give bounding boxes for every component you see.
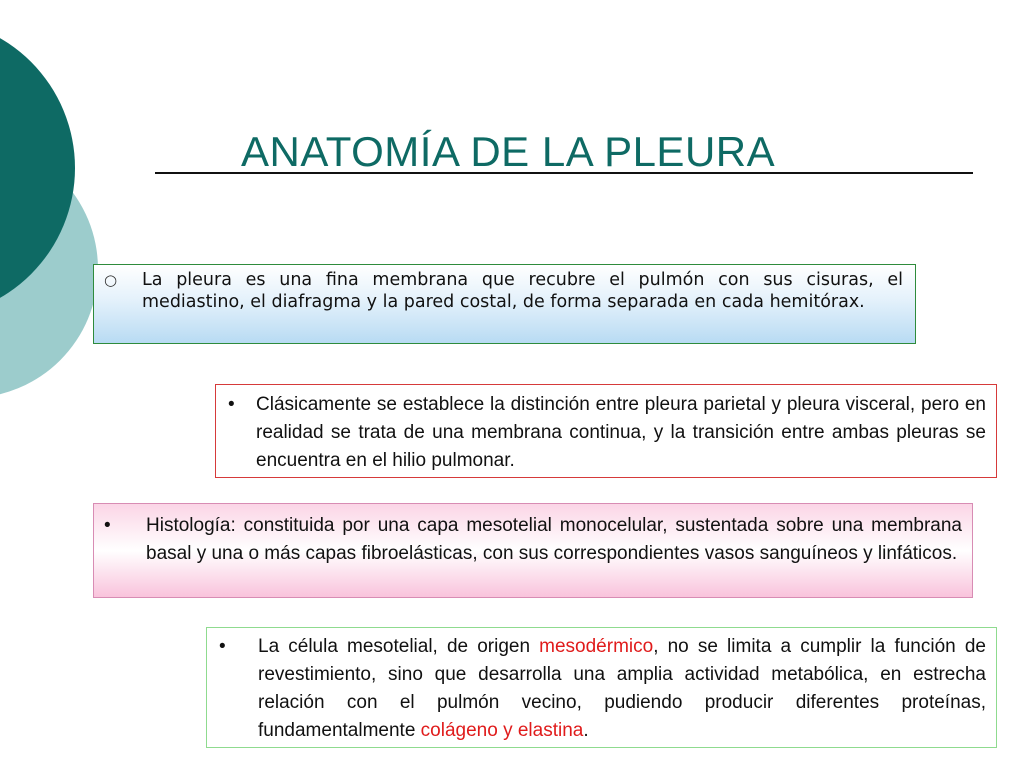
mesothelial-text-part-2: , no se limita a cumplir la función de revestimiento, sino que desarrolla una amplia actividad metabólica, en estrecha relación con el pulmón vecino, pudiendo producir diferentes proteínas, fundamentalmente [258,636,986,741]
mesothelial-text-part-3: . [583,720,589,741]
histology-text: Histología: constituida por una capa mesotelial monocelular, sustentada sobre una membrana basal y una o más capas fibroelásticas, con sus correspondientes vasos sanguíneos y linfáticos. [146,515,962,564]
bullet-icon: • [219,636,226,657]
bullet-icon: • [104,515,111,536]
distinction-text: Clásicamente se establece la distinción entre pleura parietal y pleura visceral, pero en realidad se trata de una membrana continua, y la transición entre ambas pleuras se encuentra en el hilio pulmonar. [256,394,986,471]
mesothelial-text-part-1: La célula mesotelial, de origen [258,636,540,657]
definition-box [93,264,916,344]
histology-box [93,503,973,598]
definition-text: La pleura es una fina membrana que recubre el pulmón con sus cisuras, el mediastino, el diafragma y la pared costal, de forma separada en cada hemitórax. [142,270,903,312]
hollow-bullet-icon: ○ [104,271,118,289]
slide-title: ANATOMÍA DE LA PLEURA [241,128,776,175]
title-underline [155,126,973,174]
highlight-colageno-elastina: colágeno y elastina [420,720,584,741]
bullet-icon: • [228,394,235,415]
mesothelial-cell-box [206,627,997,748]
distinction-box [215,384,997,478]
highlight-mesodermico: mesodérmico [539,636,654,657]
mesothelial-text [258,636,986,741]
